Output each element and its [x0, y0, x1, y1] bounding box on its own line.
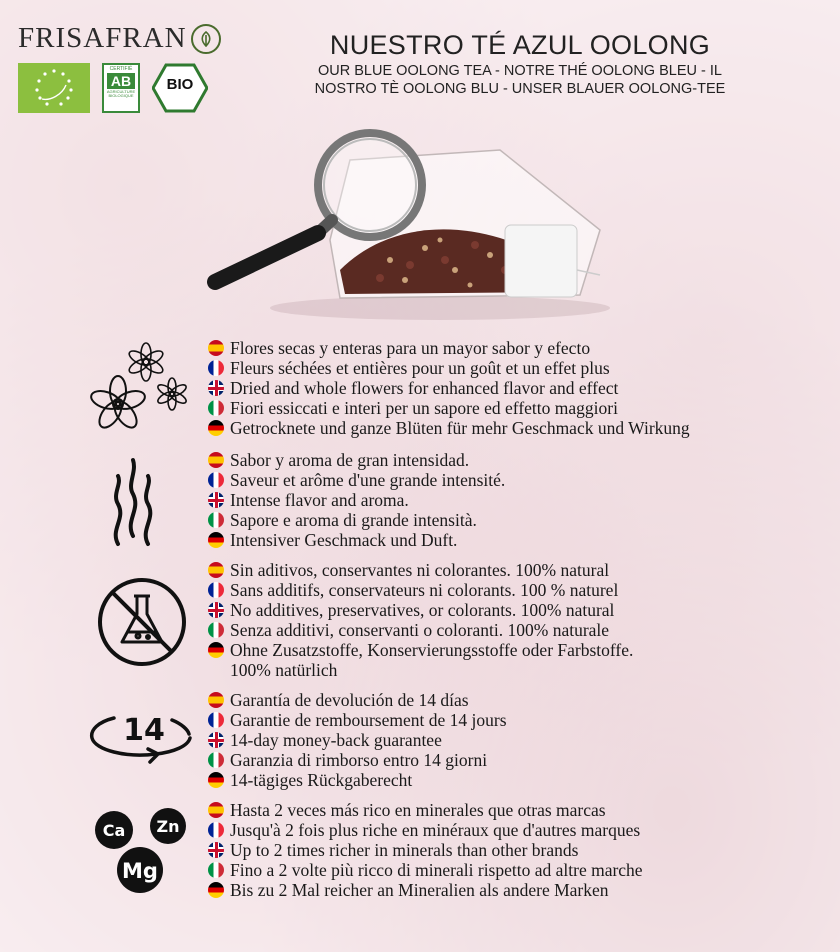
line-text: Jusqu'à 2 fois plus riche en minéraux que d'autres marques: [230, 820, 641, 840]
germany-flag-icon: [208, 420, 224, 436]
germany-flag-icon: [208, 642, 224, 658]
line-text: No additives, preservatives, or colorants. 100% natural: [230, 600, 615, 620]
line-fr: [208, 710, 507, 730]
uk-flag-icon: [208, 732, 224, 748]
line-it: [208, 620, 633, 640]
page-subtitle-2: NOSTRO TÈ OOLONG BLU - UNSER BLAUER OOLONG-TEE: [314, 81, 726, 97]
ab-bottom-label: AGRICULTURE BIOLOGIQUE: [106, 89, 136, 98]
line-de: [208, 880, 643, 900]
days-label: 14: [123, 713, 165, 748]
line-de-continued: [208, 660, 633, 680]
line-es: [208, 690, 507, 710]
line-text: Bis zu 2 Mal reicher an Mineralien als andere Marken: [230, 880, 609, 900]
line-it: [208, 398, 690, 418]
calcium-label: Ca: [102, 821, 126, 840]
uk-flag-icon: [208, 602, 224, 618]
line-it: [208, 750, 507, 770]
line-text: 100% natürlich: [230, 660, 338, 680]
feature-lines: [208, 560, 633, 680]
line-es: [208, 338, 690, 358]
france-flag-icon: [208, 360, 224, 376]
line-text: Sapore e aroma di grande intensità.: [230, 510, 477, 530]
line-gb: [208, 730, 507, 750]
uk-flag-icon: [208, 842, 224, 858]
line-text: Fino a 2 volte più ricco di minerali rispetto ad altre marche: [230, 860, 643, 880]
flowers-icon: [84, 340, 194, 445]
germany-flag-icon: [208, 532, 224, 548]
line-es: [208, 800, 643, 820]
feature-lines: [208, 338, 690, 438]
italy-flag-icon: [208, 622, 224, 638]
brand-name: FRISAFRAN: [18, 22, 187, 54]
line-es: [208, 450, 505, 470]
line-text: Intense flavor and aroma.: [230, 490, 409, 510]
line-gb: [208, 600, 633, 620]
ab-organic-logo: [102, 63, 140, 113]
line-text: Sin aditivos, conservantes ni colorantes. 100% natural: [230, 560, 610, 580]
brand-logo: [18, 22, 221, 55]
line-de: [208, 640, 633, 660]
line-text: Flores secas y enteras para un mayor sabor y efecto: [230, 338, 591, 358]
line-text: Senza additivi, conservanti o coloranti. 100% naturale: [230, 620, 610, 640]
germany-flag-icon: [208, 882, 224, 898]
spain-flag-icon: [208, 562, 224, 578]
line-text: Dried and whole flowers for enhanced flavor and effect: [230, 378, 619, 398]
line-text: Garantie de remboursement de 14 jours: [230, 710, 507, 730]
italy-flag-icon: [208, 512, 224, 528]
line-de: [208, 530, 505, 550]
ab-top-label: CERTIFIÉ: [109, 66, 133, 72]
feature-lines: [208, 450, 505, 550]
page-subtitle-1: OUR BLUE OOLONG TEA - NOTRE THÉ OOLONG BLEU - IL: [318, 63, 722, 79]
zinc-label: Zn: [156, 817, 180, 836]
page-title-block: [300, 30, 740, 97]
italy-flag-icon: [208, 752, 224, 768]
14-days-return-icon: [86, 704, 196, 773]
leaf-icon: [191, 24, 221, 54]
france-flag-icon: [208, 712, 224, 728]
bio-seal-icon: [152, 63, 208, 113]
line-es: [208, 560, 633, 580]
germany-flag-icon: [208, 772, 224, 788]
tea-bag-magnifier-image: [200, 120, 620, 325]
line-text: Hasta 2 veces más rico en minerales que otras marcas: [230, 800, 606, 820]
feature-lines: [208, 690, 507, 790]
line-de: [208, 770, 507, 790]
italy-flag-icon: [208, 400, 224, 416]
line-text: Fleurs séchées et entières pour un goût et un effet plus: [230, 358, 610, 378]
line-fr: [208, 358, 690, 378]
line-gb: [208, 490, 505, 510]
line-it: [208, 860, 643, 880]
italy-flag-icon: [208, 862, 224, 878]
line-text: Intensiver Geschmack und Duft.: [230, 530, 458, 550]
france-flag-icon: [208, 582, 224, 598]
france-flag-icon: [208, 822, 224, 838]
line-fr: [208, 820, 643, 840]
line-text: Getrocknete und ganze Blüten für mehr Geschmack und Wirkung: [230, 418, 690, 438]
line-text: 14-tägiges Rückgaberecht: [230, 770, 413, 790]
ab-mark: AB: [107, 73, 135, 89]
line-text: Sabor y aroma de gran intensidad.: [230, 450, 470, 470]
line-text: Garanzia di rimborso entro 14 giorni: [230, 750, 488, 770]
minerals-icon: [92, 804, 188, 901]
uk-flag-icon: [208, 380, 224, 396]
line-fr: [208, 470, 505, 490]
aroma-steam-icon: [108, 454, 158, 553]
spain-flag-icon: [208, 452, 224, 468]
line-gb: [208, 840, 643, 860]
spain-flag-icon: [208, 692, 224, 708]
uk-flag-icon: [208, 492, 224, 508]
line-text: 14-day money-back guarantee: [230, 730, 442, 750]
line-text: Saveur et arôme d'une grande intensité.: [230, 470, 506, 490]
bio-label: BIO: [166, 76, 194, 93]
line-text: Sans additifs, conservateurs ni colorants. 100 % naturel: [230, 580, 619, 600]
line-text: Ohne Zusatzstoffe, Konservierungsstoffe oder Farbstoffe.: [230, 640, 634, 660]
no-chemicals-icon: [96, 576, 188, 673]
feature-lines: [208, 800, 643, 900]
line-text: Garantía de devolución de 14 días: [230, 690, 469, 710]
magnesium-label: Mg: [122, 859, 158, 883]
line-de: [208, 418, 690, 438]
eu-organic-leaf-icon: [18, 63, 90, 113]
line-gb: [208, 378, 690, 398]
line-text: Up to 2 times richer in minerals than other brands: [230, 840, 579, 860]
line-text: Fiori essiccati e interi per un sapore ed effetto maggiori: [230, 398, 618, 418]
spain-flag-icon: [208, 340, 224, 356]
spain-flag-icon: [208, 802, 224, 818]
line-fr: [208, 580, 633, 600]
france-flag-icon: [208, 472, 224, 488]
page-title: NUESTRO TÉ AZUL OOLONG: [329, 30, 711, 60]
line-it: [208, 510, 505, 530]
certification-logos: [18, 63, 208, 113]
